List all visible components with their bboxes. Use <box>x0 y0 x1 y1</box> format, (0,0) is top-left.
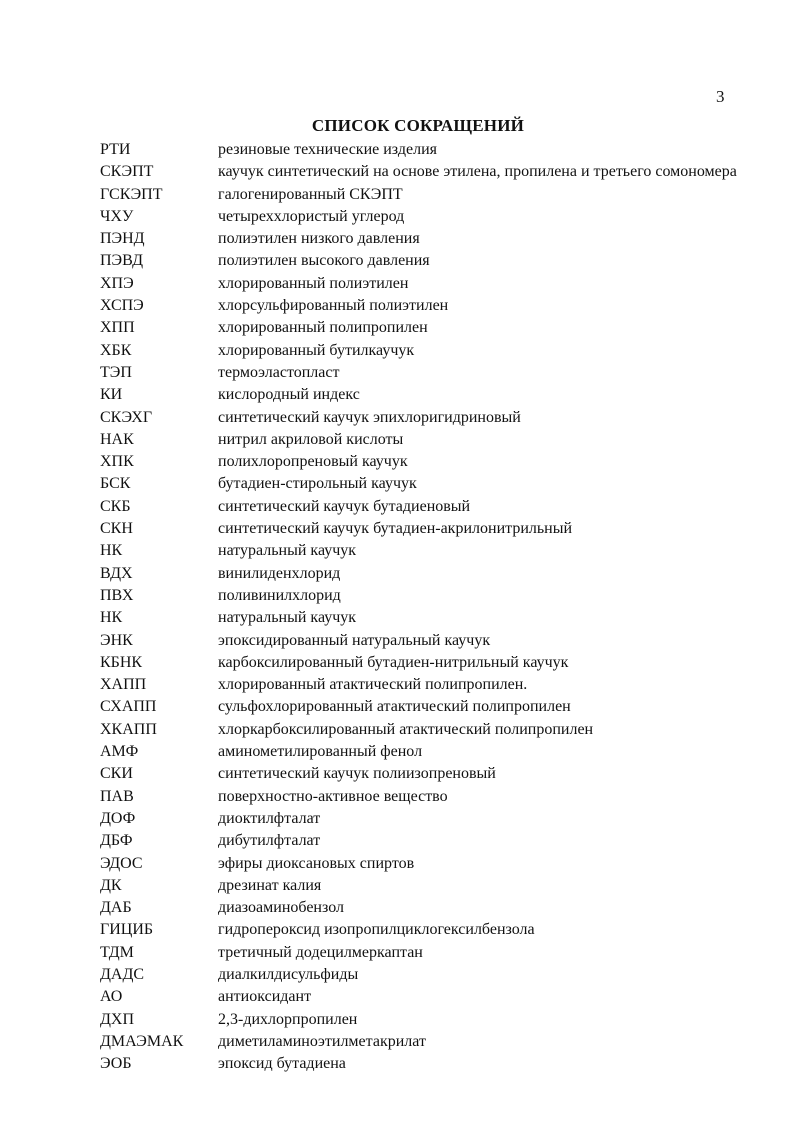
abbreviation-row <box>100 206 750 228</box>
abbreviation-row <box>100 741 750 763</box>
abbreviation-definition: поливинилхлорид <box>218 586 341 604</box>
abbreviation-definition: диазоаминобензол <box>218 899 344 917</box>
abbreviation-definition: хлорсульфированный полиэтилен <box>218 297 449 315</box>
abbreviation-list <box>100 139 750 1075</box>
abbreviation: ДОФ <box>100 809 136 827</box>
abbreviation-definition: карбоксилированный бутадиен-нитрильный каучук <box>218 653 569 671</box>
abbreviation-row <box>100 273 750 295</box>
abbreviation-definition: гидропероксид изопропилциклогексилбензола <box>218 921 535 939</box>
page-title: СПИСОК СОКРАЩЕНИЙ <box>311 116 525 135</box>
abbreviation-row <box>100 161 750 183</box>
abbreviation: ХБК <box>100 341 132 359</box>
abbreviation-definition: диоктилфталат <box>218 809 321 827</box>
abbreviation-row <box>100 897 750 919</box>
abbreviation-definition: эфиры диоксановых спиртов <box>218 854 415 872</box>
abbreviation-row <box>100 362 750 384</box>
abbreviation-row <box>100 830 750 852</box>
abbreviation-definition: хлорированный атактический полипропилен. <box>218 676 528 694</box>
abbreviation-definition: галогенированный СКЭПТ <box>218 185 403 203</box>
abbreviation-definition: винилиденхлорид <box>218 564 341 582</box>
abbreviation: ХАПП <box>100 676 147 694</box>
abbreviation-definition: натуральный каучук <box>218 542 357 560</box>
abbreviation-definition: полихлоропреновый каучук <box>218 453 408 471</box>
abbreviation-definition: каучук синтетический на основе этилена, пропилена и третьего сомономера <box>218 163 737 181</box>
abbreviation-row <box>100 964 750 986</box>
abbreviation-definition: четыреххлористый углерод <box>218 207 405 225</box>
abbreviation: ДБФ <box>100 832 133 850</box>
abbreviation-row <box>100 674 750 696</box>
abbreviation-row <box>100 652 750 674</box>
abbreviation-definition: нитрил акриловой кислоты <box>218 430 404 448</box>
abbreviation-definition: эпоксид бутадиена <box>218 1055 346 1073</box>
abbreviation-definition: диметиламиноэтилметакрилат <box>218 1032 426 1050</box>
abbreviation-definition: синтетический каучук полиизопреновый <box>218 765 496 783</box>
abbreviation-definition: дибутилфталат <box>218 832 321 850</box>
abbreviation: ЭОБ <box>100 1055 132 1073</box>
abbreviation: АМФ <box>100 743 139 761</box>
abbreviation-definition: аминометилированный фенол <box>218 743 423 761</box>
abbreviation: ХПЭ <box>100 274 134 292</box>
abbreviation-definition: кислородный индекс <box>218 386 360 404</box>
abbreviation-row <box>100 1031 750 1053</box>
abbreviation-row <box>100 875 750 897</box>
abbreviation: ПЭВД <box>100 252 144 270</box>
abbreviation-definition: поверхностно-активное вещество <box>218 787 448 805</box>
abbreviation: ДХП <box>100 1010 135 1028</box>
abbreviation-row <box>100 340 750 362</box>
abbreviation-definition: резиновые технические изделия <box>218 141 437 158</box>
abbreviation-definition: третичный додецилмеркаптан <box>218 943 423 961</box>
abbreviation: ТЭП <box>100 363 132 381</box>
abbreviation: ПВХ <box>100 586 134 604</box>
abbreviation: ЭДОС <box>100 854 143 872</box>
abbreviation: КБНК <box>100 653 143 671</box>
abbreviation-row <box>100 808 750 830</box>
abbreviation-definition: синтетический каучук эпихлоригидриновый <box>218 408 521 426</box>
abbreviation-row <box>100 429 750 451</box>
abbreviation: СКН <box>100 520 133 538</box>
abbreviation-row <box>100 696 750 718</box>
abbreviation-definition: хлорированный бутилкаучук <box>218 341 415 359</box>
abbreviation-row <box>100 518 750 540</box>
abbreviation-definition: дрезинат калия <box>218 876 322 894</box>
abbreviation-definition: натуральный каучук <box>218 609 357 627</box>
abbreviation: СКЭПТ <box>100 163 154 181</box>
abbreviation-definition: антиоксидант <box>218 988 312 1006</box>
abbreviation: ПАВ <box>100 787 134 805</box>
abbreviation: ХПП <box>100 319 135 337</box>
abbreviation: ДМАЭМАК <box>100 1032 184 1050</box>
abbreviation: ХСПЭ <box>100 297 144 315</box>
abbreviation-row <box>100 719 750 741</box>
abbreviation: ДАДС <box>100 965 145 983</box>
abbreviation-definition: синтетический каучук бутадиен-акрилонитрильный <box>218 520 573 538</box>
abbreviation: ВДХ <box>100 564 133 582</box>
abbreviation-definition: 2,3-дихлорпропилен <box>218 1010 358 1028</box>
abbreviation: НК <box>100 542 123 560</box>
abbreviation: ПЭНД <box>100 230 145 248</box>
abbreviation-row <box>100 1009 750 1031</box>
abbreviation-row <box>100 607 750 629</box>
abbreviation-row <box>100 540 750 562</box>
abbreviation-definition: синтетический каучук бутадиеновый <box>218 497 471 515</box>
abbreviation-row <box>100 295 750 317</box>
abbreviation-row <box>100 763 750 785</box>
abbreviation: ЧХУ <box>100 207 134 225</box>
abbreviation: ХПК <box>100 453 134 471</box>
abbreviation: ГИЦИБ <box>100 921 154 939</box>
abbreviation: СКЭХГ <box>100 408 153 426</box>
abbreviation: ЭНК <box>100 631 133 649</box>
abbreviation: БСК <box>100 475 131 493</box>
abbreviation-row <box>100 853 750 875</box>
abbreviation-row <box>100 630 750 652</box>
abbreviation: ХКАПП <box>100 720 157 738</box>
abbreviation-definition: хлорированный полипропилен <box>218 319 428 337</box>
abbreviation-row <box>100 585 750 607</box>
abbreviation-row <box>100 919 750 941</box>
abbreviation-row <box>100 407 750 429</box>
abbreviation-row <box>100 786 750 808</box>
abbreviation-row <box>100 563 750 585</box>
abbreviation-definition: хлорированный полиэтилен <box>218 274 409 292</box>
abbreviation: НАК <box>100 430 134 448</box>
abbreviation-row <box>100 942 750 964</box>
abbreviation-definition: термоэластопласт <box>218 363 340 381</box>
abbreviation-definition: бутадиен-стирольный каучук <box>218 475 417 493</box>
abbreviation: ДАБ <box>100 899 132 917</box>
abbreviation: ТДМ <box>100 943 134 961</box>
abbreviation: НК <box>100 609 123 627</box>
abbreviation: КИ <box>100 386 123 404</box>
abbreviation-row <box>100 184 750 206</box>
abbreviation-definition: диалкилдисульфиды <box>218 965 359 983</box>
abbreviation: РТИ <box>100 141 131 158</box>
abbreviation-definition: полиэтилен низкого давления <box>218 230 420 248</box>
abbreviation-row <box>100 317 750 339</box>
abbreviation: ГСКЭПТ <box>100 185 163 203</box>
abbreviation-row <box>100 473 750 495</box>
abbreviation-row <box>100 384 750 406</box>
abbreviation-row <box>100 228 750 250</box>
abbreviation-row <box>100 451 750 473</box>
abbreviation-definition: хлоркарбоксилированный атактический полипропилен <box>218 720 594 738</box>
abbreviation: СКИ <box>100 765 133 783</box>
abbreviation-row <box>100 496 750 518</box>
abbreviation-definition: сульфохлорированный атактический полипропилен <box>218 698 571 716</box>
abbreviation-row <box>100 250 750 272</box>
abbreviation-definition: эпоксидированный натуральный каучук <box>218 631 491 649</box>
abbreviation: СКБ <box>100 497 131 515</box>
abbreviation-row <box>100 986 750 1008</box>
abbreviation: СХАПП <box>100 698 157 716</box>
abbreviation-row <box>100 1053 750 1075</box>
page-number: 3 <box>716 87 725 106</box>
abbreviation-row <box>100 139 750 161</box>
abbreviation-definition: полиэтилен высокого давления <box>218 252 430 270</box>
abbreviation: ДК <box>100 876 122 894</box>
abbreviation: АО <box>100 988 123 1006</box>
